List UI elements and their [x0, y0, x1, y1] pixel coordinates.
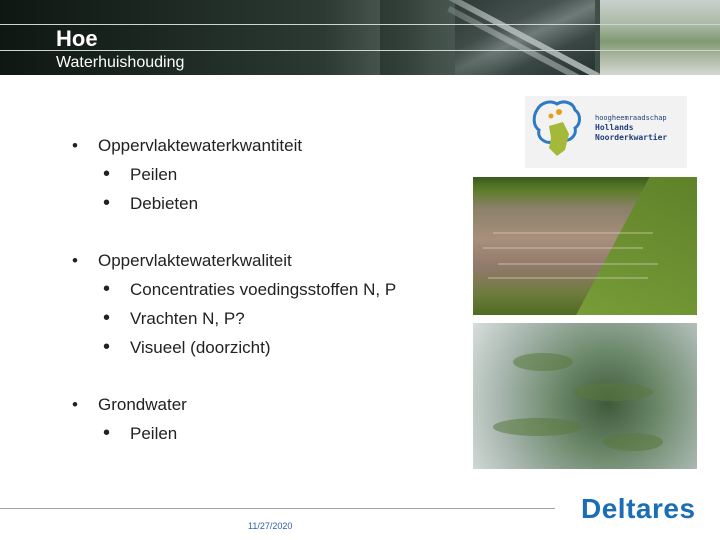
bullet-item: [72, 136, 302, 156]
bullet-item: [72, 251, 292, 271]
sub-bullet-label: Debieten: [130, 194, 199, 213]
photo-weed: [603, 433, 663, 451]
sub-bullet-marker: •: [103, 278, 111, 300]
sub-bullet-label: Concentraties voedingsstoffen N, P: [130, 280, 397, 299]
sub-bullet-marker: •: [103, 336, 111, 358]
hhnk-logo: [525, 96, 687, 168]
photo-ditch: [473, 177, 697, 315]
logo-wordmark: [595, 113, 667, 143]
bullet-item: [72, 395, 187, 415]
photo-clear-water: [473, 323, 697, 469]
logo-line: hoogheemraadschap: [595, 114, 667, 122]
logo-line: Hollands: [595, 123, 634, 132]
sub-bullet-item: [103, 338, 270, 358]
bullet-marker: •: [72, 251, 78, 270]
photo-weed: [493, 418, 583, 436]
bullet-label: Oppervlaktewaterkwaliteit: [98, 251, 292, 270]
lion-emblem-icon: [529, 96, 589, 168]
sub-bullet-marker: •: [103, 163, 111, 185]
photo-ripple: [488, 277, 648, 279]
logo-line: Noorderkwartier: [595, 133, 668, 142]
sub-bullet-item: [103, 309, 245, 329]
bullet-marker: •: [72, 136, 78, 155]
sub-bullet-marker: •: [103, 422, 111, 444]
slide-subtitle: Waterhuishouding: [56, 54, 185, 71]
header-photo-landscape: [600, 0, 720, 75]
sub-bullet-item: [103, 424, 177, 444]
photo-ripple: [493, 232, 653, 234]
bullet-marker: •: [72, 395, 78, 414]
sub-bullet-item: [103, 280, 396, 300]
photo-weed: [513, 353, 573, 371]
bullet-label: Oppervlaktewaterkwantiteit: [98, 136, 303, 155]
sub-bullet-label: Vrachten N, P?: [130, 309, 245, 328]
sub-bullet-marker: •: [103, 192, 111, 214]
photo-grass-bank: [564, 177, 697, 315]
sub-bullet-label: Peilen: [130, 424, 178, 443]
footer-rule: [0, 508, 555, 509]
sub-bullet-item: [103, 165, 177, 185]
sub-bullet-marker: •: [103, 307, 111, 329]
slide-date: 11/27/2020: [248, 521, 293, 531]
slide-title: Hoe: [56, 26, 98, 51]
photo-ripple: [483, 247, 643, 249]
photo-ripple: [498, 263, 658, 265]
sub-bullet-item: [103, 194, 198, 214]
photo-weed: [573, 383, 653, 401]
bullet-label: Grondwater: [98, 395, 187, 414]
sub-bullet-label: Visueel (doorzicht): [130, 338, 271, 357]
sub-bullet-label: Peilen: [130, 165, 178, 184]
deltares-logo: Deltares: [581, 493, 696, 524]
